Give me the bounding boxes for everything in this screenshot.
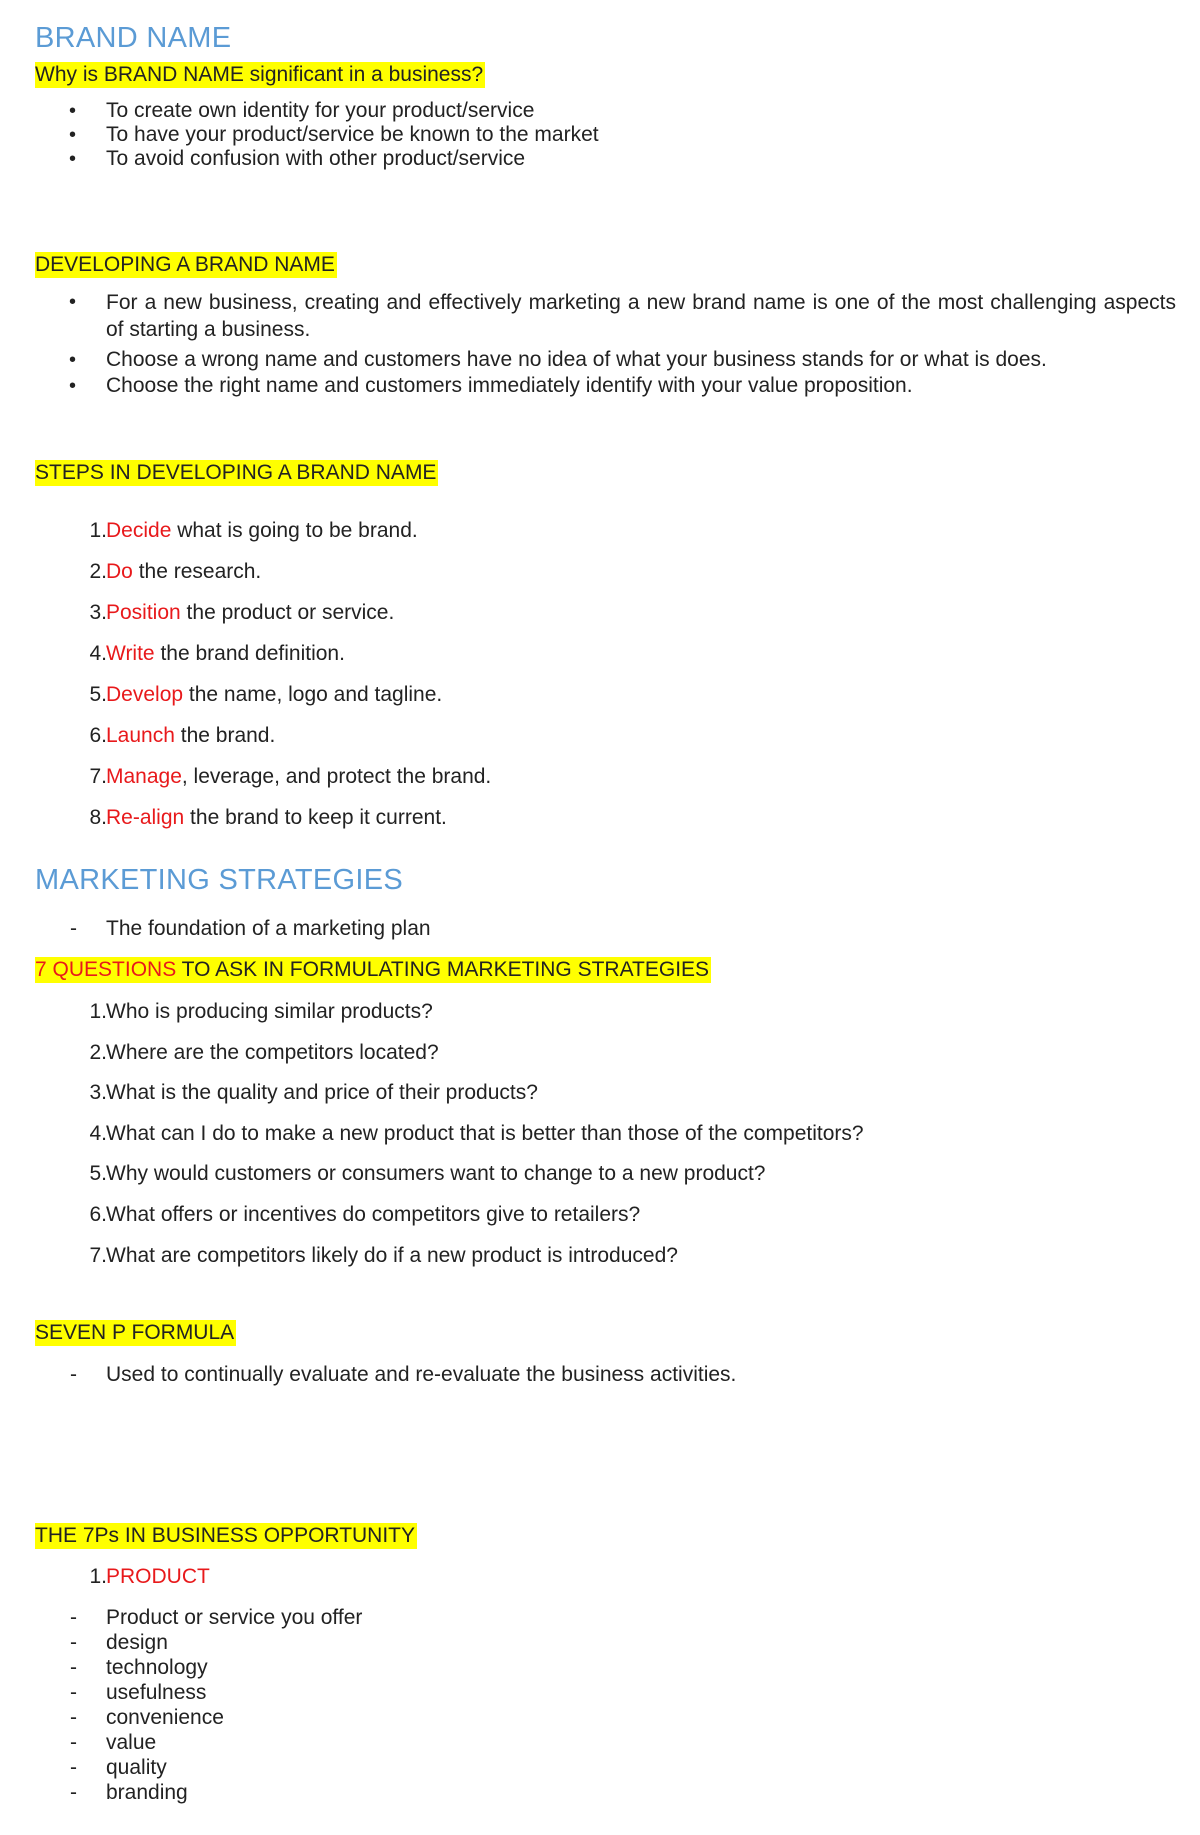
question-text: Why would customers or consumers want to change to a new product? <box>106 1162 766 1186</box>
developing-item-text: Choose the right name and customers immediately identify with your value proposition. <box>106 374 913 397</box>
step-text <box>106 518 418 544</box>
why-item-text: To create own identity for your product/service <box>106 99 535 122</box>
question-text: What is the quality and price of their products? <box>106 1081 538 1105</box>
step-number: 6. <box>89 724 107 747</box>
step-keyword: Manage <box>106 765 182 788</box>
dash-icon: - <box>70 1756 77 1779</box>
question-number: 3. <box>89 1081 107 1105</box>
steps-heading-highlight: STEPS IN DEVELOPING A BRAND NAME <box>35 461 437 484</box>
product-item-text: convenience <box>106 1706 224 1729</box>
step-keyword: Develop <box>106 683 184 706</box>
bullet-icon: • <box>69 375 77 397</box>
marketing-note-text: The foundation of a marketing plan <box>106 917 431 940</box>
dash-icon: - <box>70 1731 77 1754</box>
seven-p-heading-highlight: SEVEN P FORMULA <box>35 1321 235 1344</box>
step-rest: the brand. <box>174 724 276 747</box>
seven-p-note-text: Used to continually evaluate and re-evaluate the business activities. <box>106 1363 737 1386</box>
product-item-text: usefulness <box>106 1681 207 1704</box>
developing-heading-highlight: DEVELOPING A BRAND NAME <box>35 253 335 276</box>
questions-heading-text: TO ASK IN FORMULATING MARKETING STRATEGIES <box>176 958 710 981</box>
questions-heading-red-text: 7 QUESTIONS <box>35 958 177 981</box>
question-number: 1. <box>89 1000 107 1023</box>
step-number: 8. <box>89 806 107 829</box>
step-number: 3. <box>89 601 107 624</box>
dash-icon: - <box>70 1363 77 1386</box>
step-keyword: Launch <box>106 724 175 747</box>
dash-icon: - <box>70 1781 77 1804</box>
dash-icon: - <box>70 1656 77 1679</box>
question-number: 4. <box>89 1121 107 1145</box>
step-number: 7. <box>89 765 107 788</box>
why-significant-highlight: Why is BRAND NAME significant in a business? <box>35 63 484 86</box>
seven-ps-heading-highlight: THE 7Ps IN BUSINESS OPPORTUNITY <box>35 1524 416 1547</box>
product-item-text: branding <box>106 1781 188 1804</box>
product-item-text: Product or service you offer <box>106 1606 363 1629</box>
step-rest: what is going to be brand. <box>171 519 418 542</box>
question-number: 6. <box>89 1203 107 1226</box>
question-text: What can I do to make a new product that is better than those of the competitors? <box>106 1121 864 1145</box>
bullet-icon: • <box>69 124 77 146</box>
step-keyword: Decide <box>106 519 172 542</box>
bullet-icon: • <box>69 148 77 170</box>
dash-icon: - <box>70 917 77 940</box>
dash-icon: - <box>70 1606 77 1629</box>
product-number: 1. <box>89 1565 107 1588</box>
why-item-text: To avoid confusion with other product/service <box>106 147 526 170</box>
question-number: 5. <box>89 1162 107 1186</box>
step-rest: the name, logo and tagline. <box>183 683 443 706</box>
question-number: 2. <box>89 1040 107 1064</box>
product-item-text: quality <box>106 1756 167 1779</box>
bullet-icon: • <box>69 291 77 313</box>
step-rest: the product or service. <box>180 601 395 624</box>
product-label: PRODUCT <box>106 1565 210 1588</box>
step-text <box>106 600 394 626</box>
dash-icon: - <box>70 1631 77 1654</box>
question-text: Where are the competitors located? <box>106 1040 439 1064</box>
marketing-strategies-heading: MARKETING STRATEGIES <box>35 864 404 896</box>
product-item-text: technology <box>106 1656 208 1679</box>
dash-icon: - <box>70 1706 77 1729</box>
step-number: 4. <box>89 642 107 665</box>
product-item-text: value <box>106 1731 157 1754</box>
developing-item-text: Choose a wrong name and customers have no idea of what your business stands for or what is does. <box>106 348 1047 371</box>
brand-name-heading: BRAND NAME <box>35 22 232 54</box>
step-number: 1. <box>89 519 107 542</box>
questions-heading-highlight <box>35 957 711 983</box>
step-keyword: Write <box>106 642 155 665</box>
step-text <box>106 805 447 831</box>
question-text: What offers or incentives do competitors give to retailers? <box>106 1203 641 1226</box>
step-keyword: Position <box>106 601 181 624</box>
step-text <box>106 641 345 667</box>
product-item-text: design <box>106 1631 168 1654</box>
step-rest: the research. <box>132 560 262 583</box>
step-keyword: Do <box>106 560 133 583</box>
step-keyword: Re-align <box>106 806 185 829</box>
dash-icon: - <box>70 1681 77 1704</box>
question-text: What are competitors likely do if a new product is introduced? <box>106 1243 678 1267</box>
developing-item-text: For a new business, creating and effectively marketing a new brand name is one of the most challenging aspects of starting a business. <box>106 291 1176 341</box>
why-item-text: To have your product/service be known to the market <box>106 123 599 146</box>
step-number: 2. <box>89 560 107 583</box>
question-number: 7. <box>89 1243 107 1267</box>
bullet-icon: • <box>69 100 77 122</box>
step-rest: , leverage, and protect the brand. <box>181 765 492 788</box>
step-text <box>106 682 442 708</box>
bullet-icon: • <box>69 349 77 371</box>
list-item <box>35 289 1175 343</box>
step-number: 5. <box>89 683 107 706</box>
step-text <box>106 723 275 749</box>
question-text: Who is producing similar products? <box>106 1000 433 1023</box>
step-rest: the brand definition. <box>154 642 345 665</box>
step-text <box>106 559 261 585</box>
step-rest: the brand to keep it current. <box>184 806 447 829</box>
step-text <box>106 764 491 790</box>
